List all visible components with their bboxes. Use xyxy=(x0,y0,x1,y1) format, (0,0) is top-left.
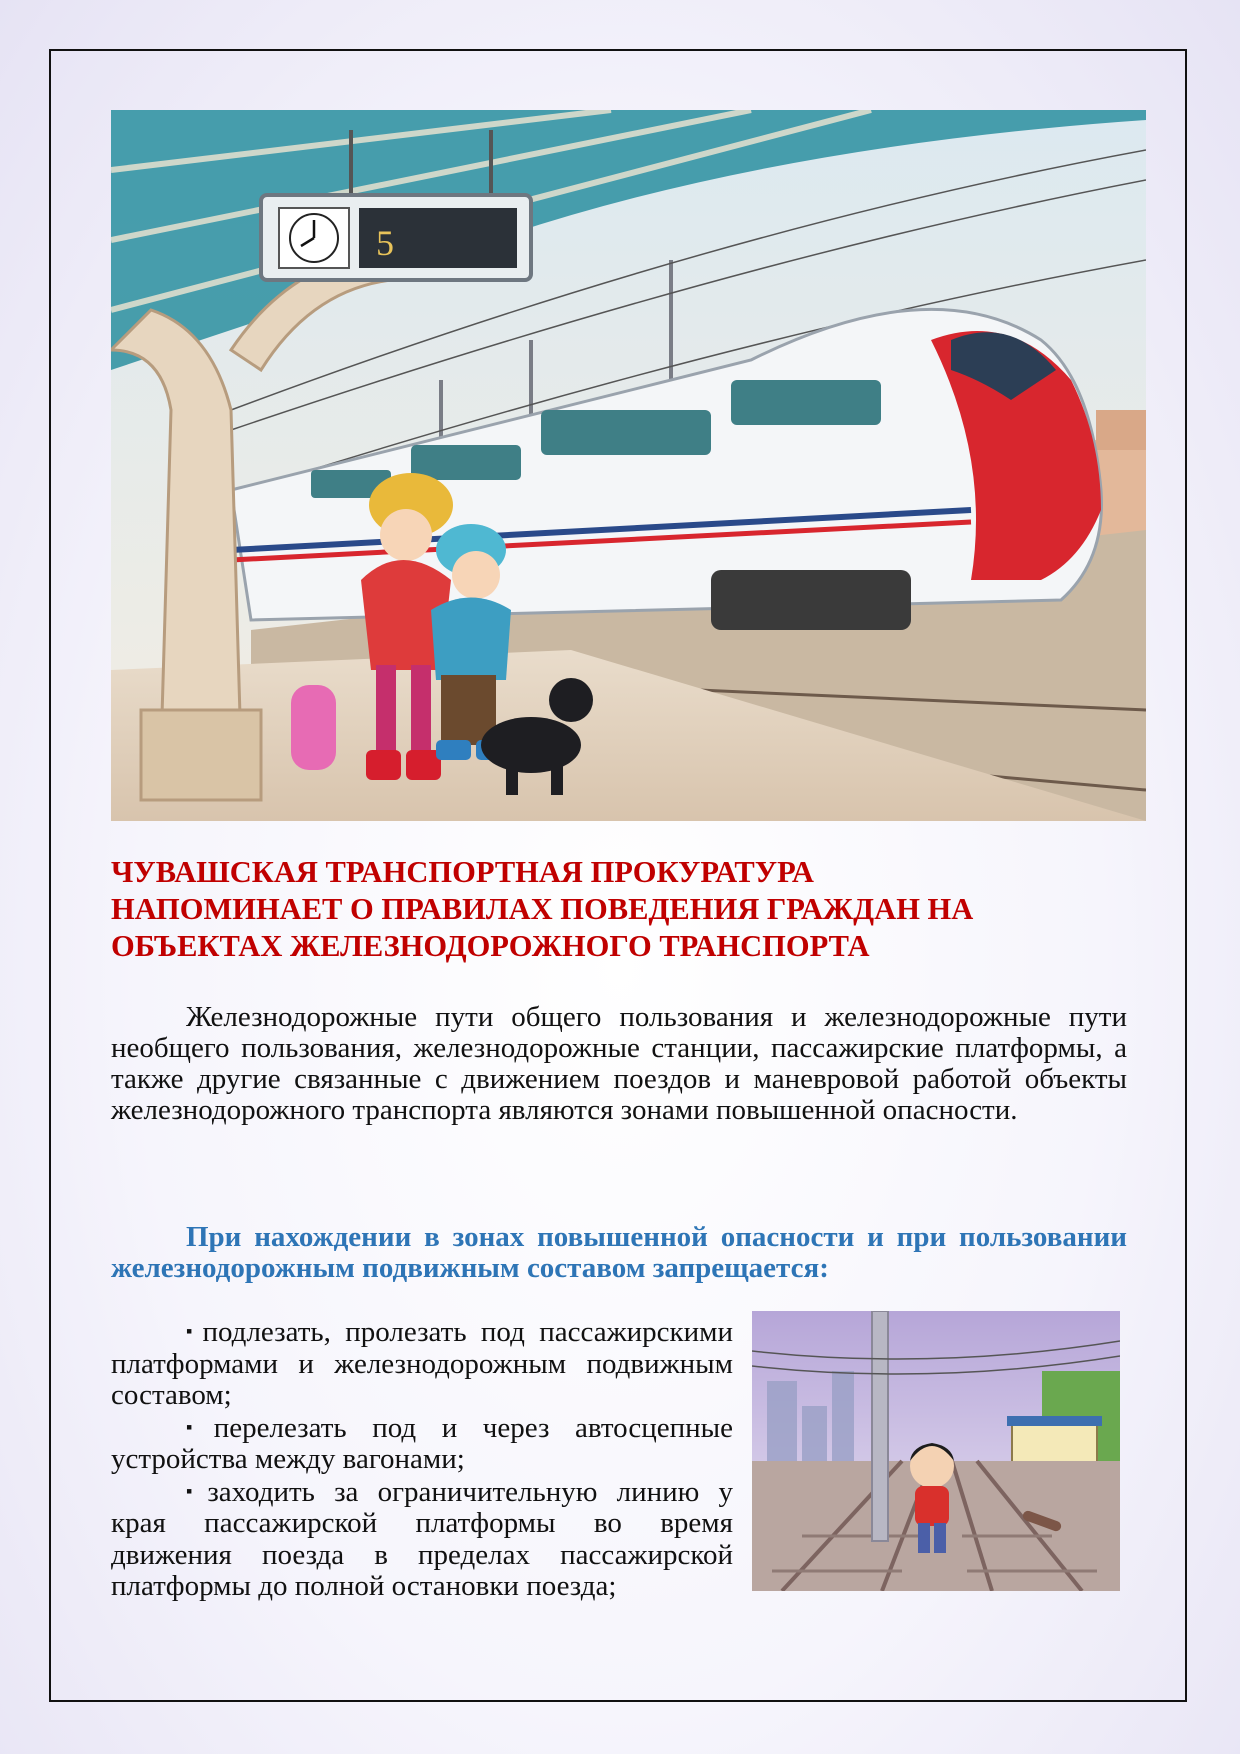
prohibited-heading: При нахождении в зонах повышенной опасности и при пользовании железнодорожным подвижным составом запрещается: xyxy=(111,1221,1127,1284)
list-item-text: подлезать, пролезать под пассажирскими платформами и железнодорожным подвижным составом; xyxy=(111,1316,733,1411)
list-item xyxy=(111,1476,733,1603)
clock-icon xyxy=(279,208,349,268)
headline-line: НАПОМИНАЕТ О ПРАВИЛАХ ПОВЕДЕНИЯ ГРАЖДАН НА xyxy=(111,892,974,926)
square-bullet-icon: ▪ xyxy=(186,1321,200,1341)
square-bullet-icon: ▪ xyxy=(186,1480,205,1501)
headline-line: ЧУВАШСКАЯ ТРАНСПОРТНАЯ ПРОКУРАТУРА xyxy=(111,855,814,889)
list-item xyxy=(111,1316,733,1412)
headline-line: ОБЪЕКТАХ ЖЕЛЕЗНОДОРОЖНОГО ТРАНСПОРТА xyxy=(111,929,870,963)
square-bullet-icon: ▪ xyxy=(186,1416,211,1437)
list-item xyxy=(111,1412,733,1476)
headline xyxy=(111,854,1131,965)
platform-board-number: 5 xyxy=(376,223,394,263)
list-item-text: перелезать под и через автосцепные устройства между вагонами; xyxy=(111,1411,733,1475)
intro-paragraph: Железнодорожные пути общего пользования и железнодорожные пути необщего пользования, железнодорожные станции, пассажирские платформы, а также другие связанные с движением поездов и маневровой работой объекты железнодорожного транспорта являются зонами повышенной опасности. xyxy=(111,1001,1127,1126)
list-item-text: заходить за ограничительную линию у края пассажирской платформы во время движения поезда в пределах пассажирской платформы до полной остановки поезда; xyxy=(111,1475,733,1602)
illustration-boy-on-tracks xyxy=(752,1311,1120,1591)
prohibited-list xyxy=(111,1316,733,1603)
hero-illustration-train-station xyxy=(111,110,1146,821)
